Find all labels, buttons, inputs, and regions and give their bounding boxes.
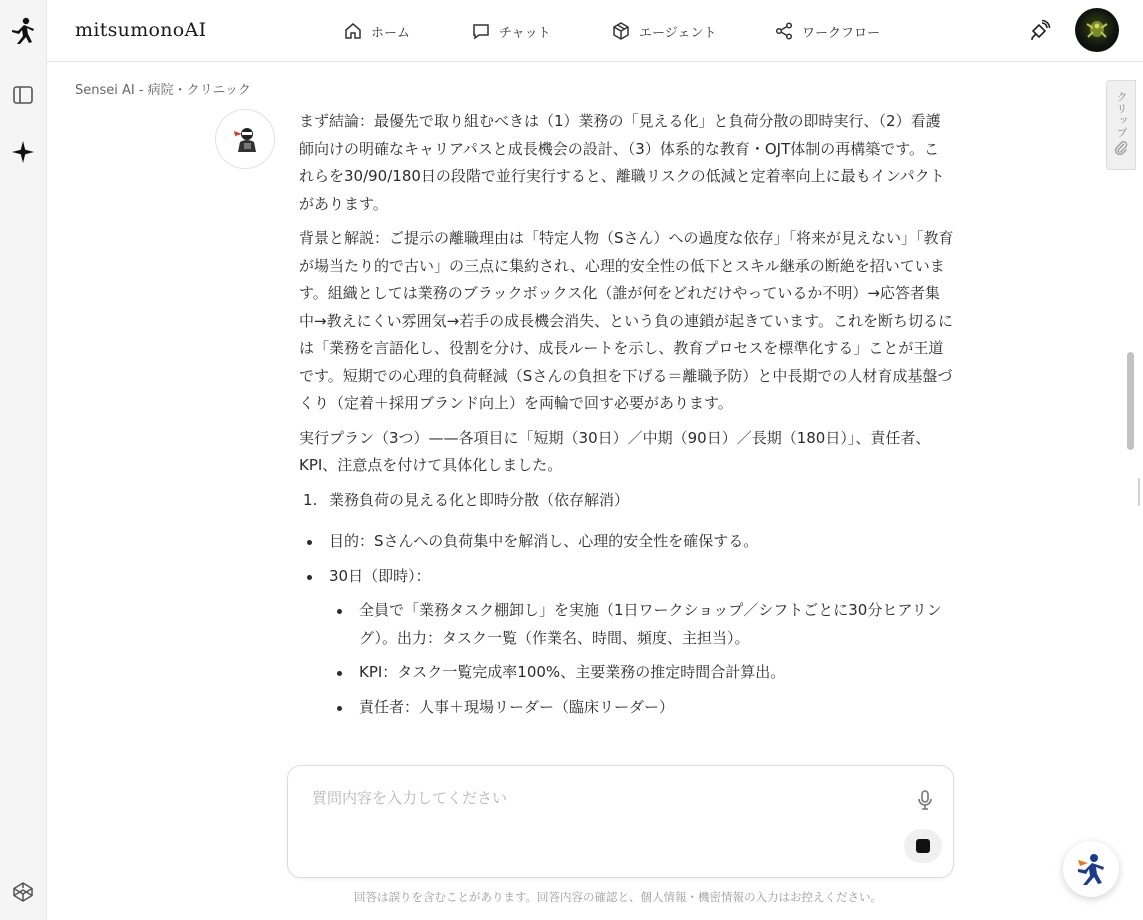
microphone-button[interactable] — [913, 788, 937, 812]
ordered-list-item — [299, 487, 954, 515]
sub-bullet-item: 全員で「業務タスク棚卸し」を実施（1日ワークショップ／シフトごとに30分ヒアリング）。出力：タスク一覧（作業名、時間、頻度、主担当）。 — [299, 597, 954, 652]
chat-icon — [471, 21, 491, 41]
top-header — [47, 0, 1143, 62]
nav-home-label: ホーム — [371, 25, 411, 41]
breadcrumb[interactable]: Sensei AI - 病院・クリニック — [75, 83, 251, 98]
list-item-text: 業務負荷の見える化と即時分散（依存解消） — [329, 490, 630, 509]
cube-icon — [611, 21, 631, 41]
chat-input-box — [287, 765, 954, 878]
nav-chat[interactable] — [471, 19, 551, 43]
microphone-icon — [915, 789, 935, 811]
left-rail — [0, 0, 47, 920]
sub-bullet-item: 責任者：人事＋現場リーダー（臨床リーダー） — [299, 694, 954, 722]
nav-workflow[interactable] — [774, 19, 880, 43]
floating-assistant-button[interactable] — [1063, 841, 1119, 897]
sub-bullet-item: KPI：タスク一覧完成率100%、主要業務の推定時間合計算出。 — [299, 659, 954, 687]
bullet-item: 目的：Sさんへの負荷集中を解消し、心理的安全性を確保する。 — [299, 528, 954, 556]
scrollbar-thumb[interactable] — [1127, 352, 1134, 450]
list-number: 1. — [303, 490, 318, 509]
nav-home[interactable] — [343, 19, 410, 43]
nav-chat-label: チャット — [499, 25, 551, 41]
app-title[interactable]: mitsumonoAI — [75, 19, 207, 41]
bullet-item: 30日（即時）： — [299, 563, 954, 591]
share-icon — [774, 21, 794, 41]
ninja-logo-icon[interactable] — [8, 16, 38, 46]
sidebar-toggle-icon[interactable] — [8, 80, 38, 110]
assistant-avatar — [215, 109, 275, 169]
ninja-runner-icon — [1072, 850, 1110, 888]
stop-icon — [916, 839, 930, 853]
disclaimer-text: 回答は誤りを含むことがあります。回答内容の確認と、個人情報・機密情報の入力はお控えください。 — [353, 890, 883, 904]
chat-input[interactable] — [312, 786, 872, 810]
nav-agent-label: エージェント — [639, 25, 717, 41]
message-paragraph: まず結論：最優先で取り組むべきは（1）業務の「見える化」と負荷分散の即時実行、（2）看護師向けの明確なキャリアパスと成長機会の設計、（3）体系的な教育・OJT体制の再構築です。これらを30/90/180日の段階で並行実行すると、離職リスクの低減と定着率向上に最もインパクトがあります。 — [299, 112, 945, 213]
message-paragraph: 背景と解説：ご提示の離職理由は「特定人物（Sさん）への過度な依存」「将来が見えない」「教育が場当たり的で古い」の三点に集約され、心理的安全性の低下とスキル継承の断絶を招いています。組織としては業務のブラックボックス化（誰が何をどれだけやっているか不明）→応答者集中→教えにくい雰囲気→若手の成長機会消失、という負の連鎖が起きています。これを断ち切るには「業務を言語化し、役割を分け、成長ルートを示し、教育プロセスを標準化する」ことが王道です。短期での心理的負荷軽減（Sさんの負担を下げる＝離職予防）と中長期での人材育成基盤づくり（定着＋採用ブランド向上）を両輪で回す必要があります。 — [299, 229, 954, 412]
assistant-message — [299, 108, 954, 758]
clip-tab-label: クリップ — [1115, 91, 1128, 139]
nav-workflow-label: ワークフロー — [802, 25, 881, 41]
message-paragraph: 実行プラン（3つ）——各項目に「短期（30日）／中期（90日）／長期（180日）」、責任者、KPI、注意点を付けて具体化しました。 — [299, 428, 931, 474]
sparkle-icon[interactable] — [8, 137, 38, 167]
message-scrollbar[interactable] — [1124, 62, 1138, 762]
resize-handle[interactable] — [1138, 478, 1140, 506]
home-icon — [343, 21, 363, 41]
satellite-icon[interactable] — [1027, 19, 1051, 43]
user-avatar[interactable] — [1075, 8, 1119, 52]
nav-agent[interactable] — [611, 19, 716, 43]
stop-generation-button[interactable] — [904, 829, 942, 863]
